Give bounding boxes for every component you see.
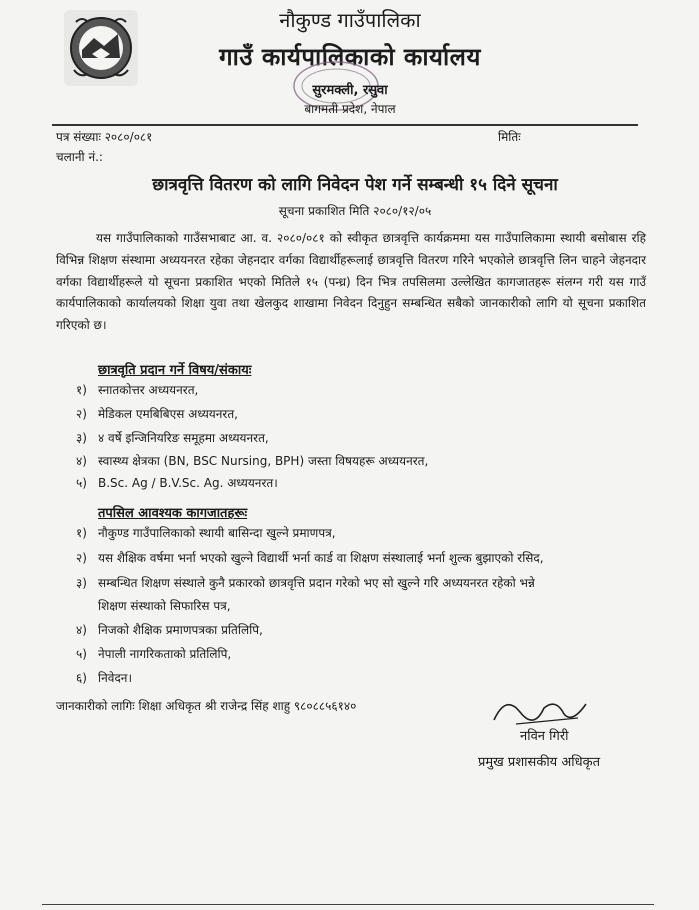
item-number: २) [76, 407, 87, 421]
dispatch-number: चलानी नं.: [56, 150, 103, 164]
list-item [76, 621, 263, 638]
signature-icon [486, 690, 596, 730]
item-text: ४ वर्षे इन्जिनियरिङ समूहमा अध्ययनरत, [98, 431, 269, 445]
list-item [76, 669, 132, 686]
notice-body: यस गाउँपालिकाको गाउँसभाबाट आ. व. २०८०/०८१ को स्वीकृत छात्रवृत्ति कार्यक्रममा यस गाउँपालिकामा स्थायी बसोबास रहि विभिन्न शिक्षण संस्थामा अध्ययनरत रहेका जेहनदार वर्गका विद्यार्थीहरूलाई छात्रवृत्ति वितरण गरिने भएकोले छात्रवृत्ति लिन चाहने जेहनदार वर्गका विद्यार्थीहरूले यो सूचना प्रकाशित भएको मितिले १५ (पन्ध्र) दिन भित्र तपसिलमा उल्लेखित कागजातहरू संलग्न गरी यस गाउँ कार्यपालिकाको कार्यालयको शिक्षा युवा तथा खेलकुद शाखामा निवेदन दिनुहुन सम्बन्धित सबैको जानकारीको लागि यो सूचना प्रकाशित गरिएको छ। [56, 231, 646, 333]
item-number: ४) [76, 454, 87, 468]
item-text: नेपाली नागरिकताको प्रतिलिपि, [98, 647, 232, 661]
item-text: निवेदन। [98, 671, 133, 685]
item-text: B.Sc. Ag / B.V.Sc. Ag. अध्ययनरत। [98, 476, 278, 490]
item-text: निजको शैक्षिक प्रमाणपत्रका प्रतिलिपि, [98, 623, 263, 637]
list-item [76, 549, 544, 566]
letter-number: पत्र संख्याः २०८०/०८१ [56, 130, 153, 144]
list-item [76, 574, 535, 591]
item-number: १) [76, 526, 87, 540]
office-name: गाउँ कार्यपालिकाको कार्यालय [219, 43, 481, 71]
item-number: ५) [76, 476, 87, 490]
faculties-heading: छात्रवृति प्रदान गर्ने विषय/संकायः [98, 363, 252, 378]
list-item [76, 452, 428, 469]
list-item [76, 381, 198, 398]
item-text: स्वास्थ्य क्षेत्रका (BN, BSC Nursing, BPH) जस्ता विषयहरू अध्ययनरत, [98, 454, 429, 468]
item-text: स्नातकोत्तर अध्ययनरत, [98, 383, 199, 397]
date-label: मितिः [498, 130, 521, 144]
footer-divider [42, 904, 654, 905]
list-item [76, 429, 269, 446]
header-divider [52, 124, 638, 126]
address-line-1: सुरमक्ली, रसुवा [312, 83, 388, 98]
contact-info: जानकारीको लागिः शिक्षा अधिकृत श्री राजेन्द्र सिंह शाहु ९८०८८५६१४० [56, 699, 357, 713]
item-text: मेडिकल एमबिबिएस अध्ययनरत, [98, 407, 238, 421]
address-line-2: बागमती प्रदेश, नेपाल [304, 102, 396, 116]
item-number: १) [76, 383, 87, 397]
municipality-name: नौकुण्ड गाउँपालिका [279, 8, 421, 32]
item-number: ४) [76, 623, 87, 637]
published-date: सूचना प्रकाशित मिति २०८०/१२/०५ [278, 204, 432, 218]
list-item [76, 524, 336, 541]
list-item [76, 474, 278, 491]
item-text: शिक्षण संस्थाको सिफारिस पत्र, [98, 599, 231, 613]
signatory-title: प्रमुख प्रशासकीय अधिकृत [478, 755, 601, 770]
notice-title: छात्रवृत्ति वितरण को लागि निवेदन पेश गर्ने सम्बन्धी १५ दिने सूचना [152, 175, 558, 195]
list-item [76, 645, 231, 662]
item-text: यस शैक्षिक वर्षमा भर्ना भएको खुल्ने विद्यार्थी भर्ना कार्ड वा शिक्षण संस्थालाई भर्ना शुल्क बुझाएको रसिद, [98, 551, 544, 565]
documents-heading: तपसिल आवश्यक कागजातहरूः [98, 506, 248, 521]
item-number: ३) [76, 576, 87, 590]
item-number: ६) [76, 671, 87, 685]
item-text: सम्बन्धित शिक्षण संस्थाले कुनै प्रकारको छात्रवृत्ति प्रदान गरेको भए सो खुल्ने गरि अध्ययनरत रहेको भन्ने [98, 576, 535, 590]
item-text: नौकुण्ड गाउँपालिकाको स्थायी बासिन्दा खुल्ने प्रमाणपत्र, [98, 526, 336, 540]
item-number: ५) [76, 647, 87, 661]
item-number: २) [76, 551, 87, 565]
signatory-name: नविन गिरी [520, 729, 569, 744]
list-item [76, 597, 231, 614]
list-item [76, 405, 238, 422]
government-emblem-icon [62, 8, 140, 88]
item-number: ३) [76, 431, 87, 445]
